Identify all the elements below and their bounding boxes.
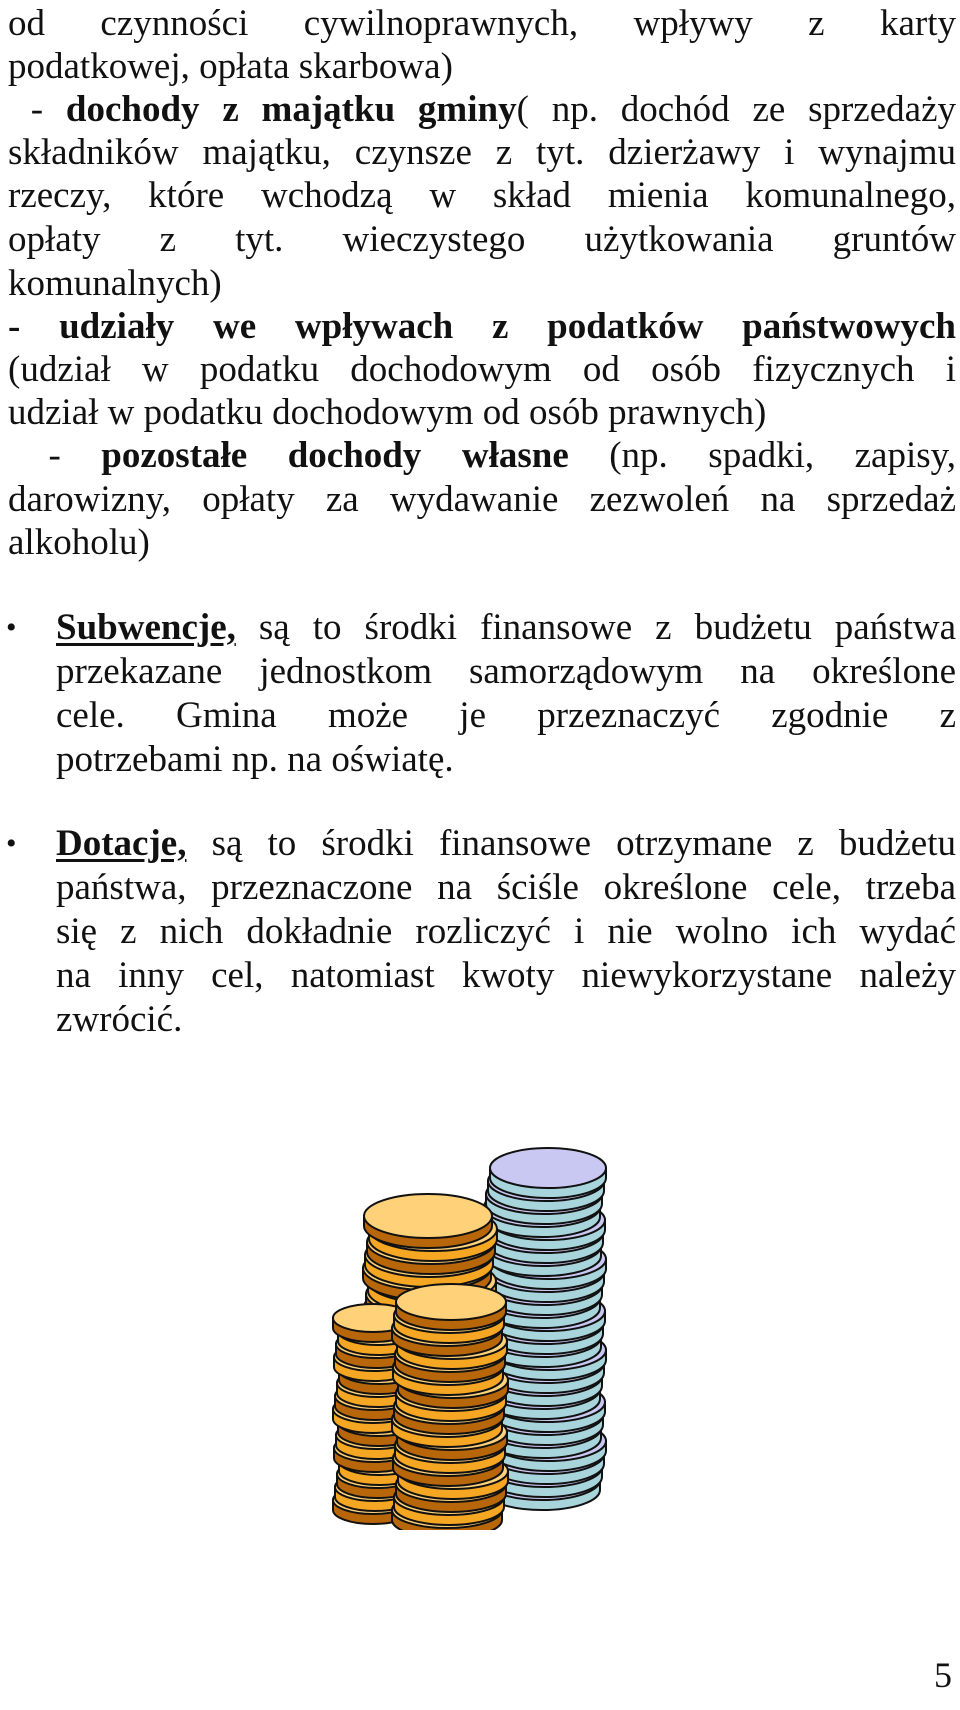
dash: - [30,89,66,130]
dash: - [48,435,102,476]
text-line: - udziały we wpływach z podatków państwowych [8,306,956,347]
text-line [56,820,956,867]
text-line: podatkowej, opłata skarbowa) [8,46,453,87]
text-line: potrzebami np. na oświatę. [56,739,454,780]
coin-stacks-icon [320,1130,640,1530]
text-line: się z nich dokładnie rozliczyć i nie wolno ich wydać [56,911,956,952]
page-number: 5 [934,1655,952,1695]
gold-coin-stack-front [392,1284,508,1530]
text-segment: są to środki finansowe otrzymane z budżetu [186,823,956,864]
bullet-icon: • [6,611,17,644]
text-line: rzeczy, które wchodzą w skład mienia komunalnego, [8,175,956,216]
bullet-icon: • [6,827,17,860]
text-line: opłaty z tyt. wieczystego użytkowania gruntów [8,219,956,260]
text-segment: są to środki finansowe z budżetu państwa [235,607,956,648]
text-line: komunalnych) [8,263,222,304]
text-line: na inny cel, natomiast kwoty niewykorzystane należy [56,955,956,996]
text-line: państwa, przeznaczone na ściśle określone cele, trzeba [56,867,956,908]
text-line [8,432,956,479]
text-line: alkoholu) [8,522,150,563]
bold-term: pozostałe dochody własne [101,435,569,476]
text-line [56,604,956,651]
underlined-term: Subwencje, [56,607,236,648]
text-line: przekazane jednostkom samorządowym na określone [56,651,956,692]
text-line: cele. Gmina może je przeznaczyć zgodnie z [56,695,956,736]
text-line: od czynności cywilnoprawnych, wpływy z karty [8,3,956,44]
text-line [8,86,956,133]
text-line: zwrócić. [56,999,183,1040]
text-line: udział w podatku dochodowym od osób prawnych) [8,392,767,433]
text-line: darowizny, opłaty za wydawanie zezwoleń na sprzedaż [8,479,956,520]
text-segment: ( np. dochód ze sprzedaży [516,89,956,130]
text-line: (udział w podatku dochodowym od osób fizycznych i [8,349,956,390]
underlined-term: Dotacje, [56,823,187,864]
text-line: składników majątku, czynsze z tyt. dzierżawy i wynajmu [8,132,956,173]
bold-term: dochody z majątku gminy [65,89,517,130]
text-segment: (np. spadki, zapisy, [568,435,956,476]
